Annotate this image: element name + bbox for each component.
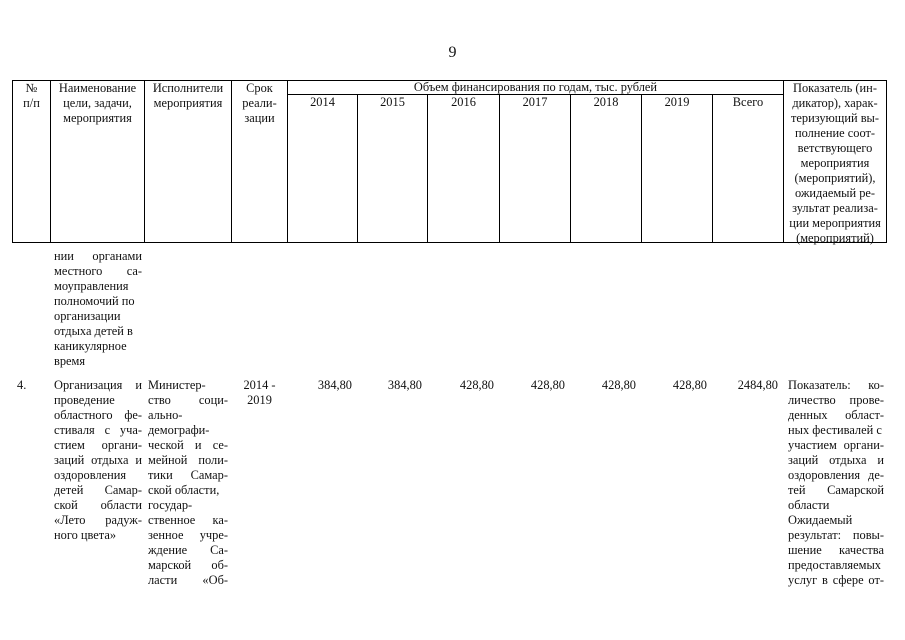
row4-value-2016: 428,80 bbox=[459, 378, 494, 392]
header-executors: Исполнители мероприятия bbox=[152, 81, 224, 110]
header-year-2016: 2016 bbox=[451, 95, 476, 109]
continued-row-name: нии органами местного са- моуправления полномочий по организации отдыха детей в каникулярное время bbox=[54, 249, 142, 368]
header-term: Срок реали- зации bbox=[242, 81, 277, 125]
row4-executors: Министер- ство соци- ально- демографи- ческой и се- мейной поли- тики Самар- ской области, государ- ственное ка- зенное учре- ждение Са- марской об- ласти «Об- bbox=[148, 378, 228, 587]
col-border-2018 bbox=[641, 94, 642, 243]
col-border-right bbox=[886, 80, 887, 243]
col-border-2015 bbox=[427, 94, 428, 243]
row4-value-2017: 428,80 bbox=[530, 378, 565, 392]
row4-value-2019: 428,80 bbox=[672, 378, 707, 392]
col-border-2016 bbox=[499, 94, 500, 243]
header-year-2014: 2014 bbox=[310, 95, 335, 109]
header-num: № п/п bbox=[23, 81, 40, 110]
col-border-2019 bbox=[712, 94, 713, 243]
header-financing-title: Объем финансирования по годам, тыс. рублей bbox=[413, 80, 658, 94]
row4-indicator: Показатель: ко- личество прове- денных област- ных фестивалей с участием органи- заций отдыха и оздоровления де- тей Самарской области Ожидаемый результат: повы- шение качества предоставляемых услуг в сфере от- bbox=[788, 378, 884, 587]
header-total: Всего bbox=[732, 95, 764, 109]
row4-name: Организация и проведение областного фе- стиваля с уча- стием органи- заций отдыха и оздоровления детей Самар- ской области «Лето радуж- ного цвета» bbox=[54, 378, 142, 542]
row4-value-total: 2484,80 bbox=[737, 378, 778, 392]
row4-value-2014: 384,80 bbox=[317, 378, 352, 392]
header-year-2015: 2015 bbox=[380, 95, 405, 109]
row4-num: 4. bbox=[17, 378, 27, 392]
header-year-2019: 2019 bbox=[664, 95, 690, 109]
header-name: Наименование цели, задачи, мероприятия bbox=[58, 81, 137, 125]
row4-value-2015: 384,80 bbox=[387, 378, 422, 392]
page-number: 9 bbox=[448, 44, 457, 61]
header-indicator: Показатель (ин- дикатор), харак- теризующий вы- полнение соот- ветствующего мероприятия (мероприятий), ожидаемый ре- зультат реализа- ции мероприятия (мероприятий) bbox=[789, 81, 881, 245]
header-year-2018: 2018 bbox=[593, 95, 619, 109]
row4-value-2018: 428,80 bbox=[601, 378, 636, 392]
row4-term: 2014 - 2019 bbox=[243, 378, 276, 407]
col-border-2017 bbox=[570, 94, 571, 243]
col-border-2014 bbox=[357, 94, 358, 243]
header-year-2017: 2017 bbox=[522, 95, 548, 109]
